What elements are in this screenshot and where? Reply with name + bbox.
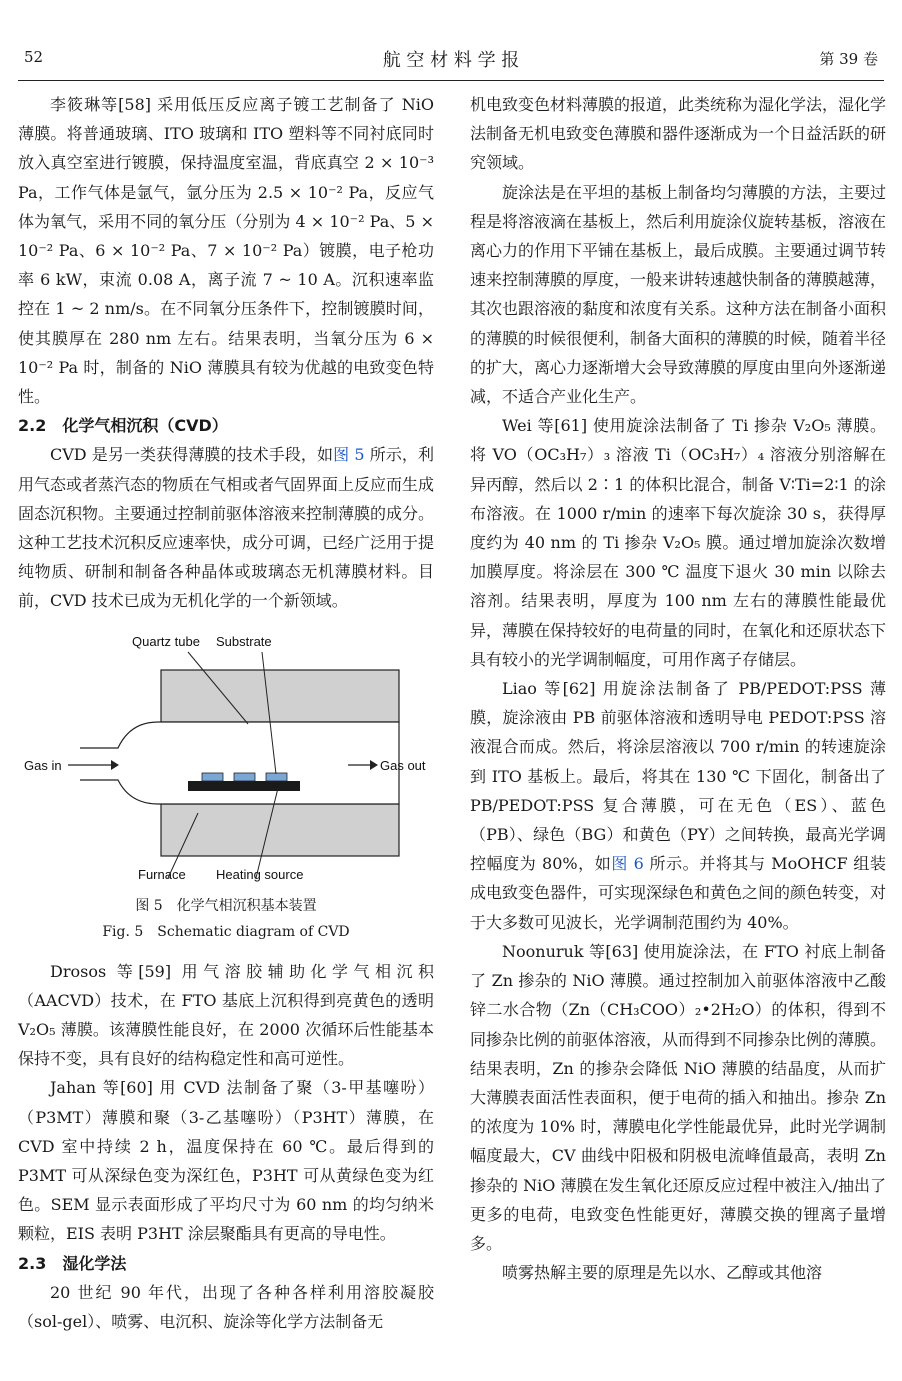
paragraph-continuation: 机电致变色材料薄膜的报道，此类统称为湿化学法，湿化学法制备无机电致变色薄膜和器件逐渐成为一个日益活跃的研究领域。 bbox=[470, 95, 887, 173]
label-substrate: Substrate bbox=[216, 633, 272, 649]
page-number: 52 bbox=[24, 48, 44, 66]
paragraph-li: 李筱琳等[58] 采用低压反应离子镀工艺制备了 NiO 薄膜。将普通玻璃、ITO 玻璃和 ITO 塑料等不同衬底同时放入真空室进行镀膜，保持温度室温，背底真空 2 × 10⁻³ Pa，工作气体是氩气，氩分压为 2.5 × 10⁻² Pa，反应气体为氧气，采用不同的氧分压（分别为 4 × 10⁻² Pa、5 × 10⁻² Pa、6 × 10⁻² Pa、7 × 10⁻² Pa）镀膜，电子枪功率 6 kW，束流 0.08 A，离子流 7 ~ 10 A。沉积速率监控在 1 ~ 2 nm/s。在不同氧分压条件下，控制镀膜时间，使其膜厚在 280 nm 左右。结果表明，当氧分压为 6 × 10⁻² Pa 时，制备的 NiO 薄膜具有较为优越的电致变色特性。 bbox=[18, 95, 434, 407]
paragraph-spray: 喷雾热解主要的原理是先以水、乙醇或其他溶 bbox=[502, 1263, 823, 1283]
label-quartz-tube: Quartz tube bbox=[132, 633, 200, 649]
figure-caption-en: Fig. 5 Schematic diagram of CVD bbox=[102, 923, 350, 940]
paragraph-cvd-text-b: 所示，利用气态或者蒸汽态的物质在气相或者气固界面上反应而生成固态沉积物。主要通过控制前驱体溶液来控制薄膜的成分。这种工艺技术沉积反应速率快，成分可调，已经广泛用于提纯物质、研制和制备各种晶体或玻璃态无机薄膜材料。目前，CVD 技术已成为无机化学的一个新领域。 bbox=[18, 445, 435, 611]
furnace-top-block bbox=[161, 670, 399, 722]
substrate-2 bbox=[234, 773, 255, 781]
quartz-tube bbox=[80, 722, 399, 804]
paragraph-spin-coating: 旋涂法是在平坦的基板上制备均匀薄膜的方法，主要过程是将溶液滴在基板上，然后利用旋涂仪旋转基板，溶液在离心力的作用下平铺在基板上，最后成膜。主要通过调节转速来控制薄膜的厚度，一般来讲转速越快制备的薄膜越薄，其次也跟溶液的黏度和浓度有关系。这种方法在制备小面积的薄膜的时候很便利，制备大面积的薄膜的时候，随着半径的扩大，离心力逐渐增大会导致薄膜的厚度由里向外逐渐递减，不适合产业化生产。 bbox=[470, 182, 887, 407]
left-column bbox=[18, 90, 434, 1336]
paragraph-wet-chem: 20 世纪 90 年代，出现了各种各样利用溶胶凝胶（sol-gel）、喷雾、电沉积、旋涂等化学方法制备无 bbox=[18, 1282, 434, 1332]
paragraph-liao bbox=[470, 674, 886, 937]
substrate-3 bbox=[266, 773, 287, 781]
paragraph-wei: Wei 等[61] 使用旋涂法制备了 Ti 掺杂 V₂O₅ 薄膜。将 VO（OC₃H₇）₃ 溶液 Ti（OC₃H₇）₄ 溶液分别溶解在异丙醇，然后以 2∶1 的体积比混合，制备 V∶Ti=2∶1 的涂布溶液。在 1000 r/min 的速率下每次旋涂 30 s，获得厚度约为 40 nm 的 Ti 掺杂 V₂O₅ 膜。通过增加旋涂次数增加膜厚度。将涂层在 300 ℃ 温度下退火 30 min 以除去溶剂。结果表明，厚度为 100 nm 左右的薄膜性能最优异，薄膜在保持较好的电荷量的同时，在氧化和还原状态下具有较小的光学调制幅度，可用作离子存储层。 bbox=[470, 416, 887, 669]
figure-5-link[interactable]: 图 5 bbox=[333, 445, 365, 465]
section-heading-2-3: 2.3 湿化学法 bbox=[18, 1253, 127, 1273]
paragraph-cvd-text-a: CVD 是另一类获得薄膜的技术手段，如 bbox=[50, 445, 334, 465]
paragraph-drosos: Drosos 等[59] 用气溶胶辅助化学气相沉积（AACVD）技术，在 FTO 基底上沉积得到亮黄色的透明 V₂O₅ 薄膜。该薄膜性能良好，在 2000 次循环后性能基本保持不变，具有良好的结构稳定性和高可逆性。 bbox=[18, 961, 434, 1069]
paragraph-noonuruk: Noonuruk 等[63] 使用旋涂法，在 FTO 衬底上制备了 Zn 掺杂的 NiO 薄膜。通过控制加入前驱体溶液中乙酸锌二水合物（Zn（CH₃COO）₂•2H₂O）的体积，得到不同掺杂比例的前驱体溶液，从而得到不同掺杂比例的薄膜。结果表明，Zn 的掺杂会降低 NiO 薄膜的结晶度，从而扩大薄膜表面活性表面积，便于电荷的插入和抽出。掺杂 Zn 的浓度为 10% 时，薄膜电化学性能最优异，此时光学调制幅度最大，CV 曲线中阳极和阴极电流峰值最高，表明 Zn 掺杂的 NiO 薄膜在发生氧化还原反应过程中被注入/抽出了更多的电荷，电致变色性能更好，薄膜交换的锂离子量增多。 bbox=[470, 941, 887, 1253]
label-furnace: Furnace bbox=[138, 866, 186, 882]
header-rule bbox=[18, 80, 884, 81]
right-column bbox=[470, 90, 886, 1287]
figure-caption-cn: 图 5 化学气相沉积基本装置 bbox=[135, 897, 317, 914]
label-gas-out: Gas out bbox=[380, 757, 426, 773]
substrate-1 bbox=[202, 773, 223, 781]
volume-label: 第 39 卷 bbox=[819, 50, 878, 68]
label-heating-source: Heating source bbox=[216, 866, 304, 882]
paragraph-cvd bbox=[18, 440, 434, 615]
cvd-schematic-figure bbox=[18, 628, 434, 883]
heating-plate bbox=[188, 781, 300, 791]
journal-title: 航 空 材 料 学 报 bbox=[382, 50, 520, 71]
label-gas-in: Gas in bbox=[24, 757, 62, 773]
section-heading-2-2: 2.2 化学气相沉积（CVD） bbox=[18, 416, 228, 436]
paragraph-liao-text-a: Liao 等[62] 用旋涂法制备了 PB/PEDOT:PSS 薄膜，旋涂液由 PB 前驱体溶液和透明导电 PEDOT:PSS 溶液混合而成。然后，将涂层溶液以 700 r/min 的转速旋涂到 ITO 基板上。最后，将其在 130 ℃ 下固化，制备出了 PB/PEDOT:PSS 复合薄膜，可在无色（ES）、蓝色（PB）、绿色（BG）和黄色（PY）之间转换，最高光学调控幅度为 80%，如 bbox=[470, 679, 886, 874]
furnace-bottom-block bbox=[161, 804, 399, 856]
paragraph-jahan: Jahan 等[60] 用 CVD 法制备了聚（3-甲基噻吩）（P3MT）薄膜和聚（3-乙基噻吩）（P3HT）薄膜，在 CVD 室中持续 2 h，温度保持在 60 ℃。最后得到的 P3MT 可从深绿色变为深红色，P3HT 可从黄绿色变为红色。SEM 显示表面形成了平均尺寸为 60 nm 的均匀纳米颗粒，EIS 表明 P3HT 涂层聚酯具有更高的导电性。 bbox=[18, 1078, 434, 1244]
figure-6-link[interactable]: 图 6 bbox=[611, 854, 644, 874]
paragraph-liao-text-b: 所示。并将其与 MoOHCF 组装成电致变色器件，可实现深绿色和黄色之间的颜色转变，对于大多数可见波长，光学调制范围约为 40%。 bbox=[470, 854, 887, 932]
